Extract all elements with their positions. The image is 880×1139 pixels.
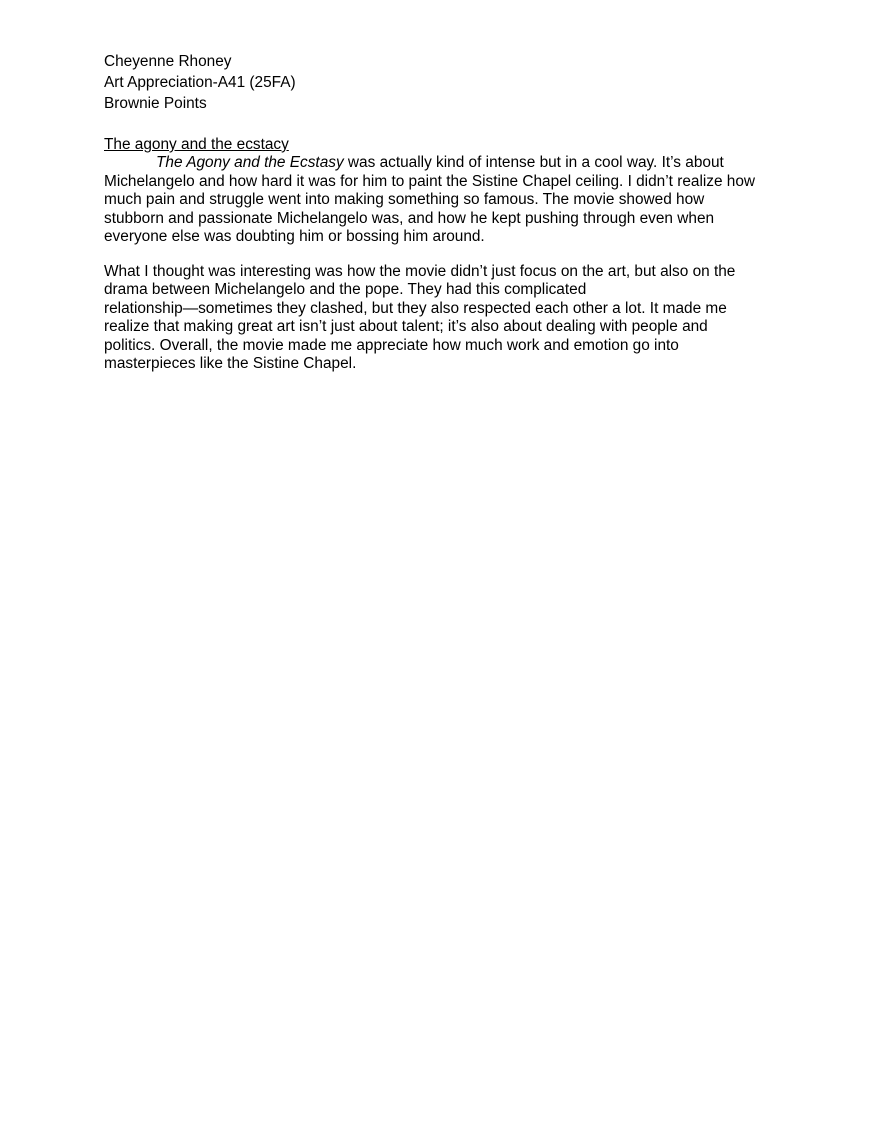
paragraph-1-line-1 — [104, 154, 784, 173]
document-header — [104, 51, 784, 114]
paragraph-2-line-6: masterpieces like the Sistine Chapel. — [104, 355, 357, 372]
author-name: Cheyenne Rhoney — [104, 53, 232, 70]
essay-title: The agony and the ecstacy — [104, 136, 289, 153]
essay-content — [104, 135, 784, 374]
paragraph-2-line-3: relationship—sometimes they clashed, but they also respected each other a lot. It made me — [104, 299, 727, 317]
paragraph-1-line-4: stubborn and passionate Michelangelo was, and how he kept pushing through even when — [104, 209, 715, 227]
paragraph-1-line-2: Michelangelo and how hard it was for him to paint the Sistine Chapel ceiling. I didn’t realize how — [104, 172, 756, 190]
paragraph-spacing — [104, 247, 784, 263]
paragraph-2 — [104, 263, 784, 374]
paragraph-2-line-5: politics. Overall, the movie made me appreciate how much work and emotion go into — [104, 336, 679, 354]
paragraph-2-line-2: drama between Michelangelo and the pope. They had this complicated — [104, 281, 587, 298]
paragraph-2-line-4: realize that making great art isn’t just about talent; it’s also about dealing with people and — [104, 318, 708, 335]
paragraph-1-line-1-text: was actually kind of intense but in a cool way. It’s about — [343, 154, 724, 171]
paragraph-1-line-3: much pain and struggle went into making something so famous. The movie showed how — [104, 191, 705, 208]
paragraph-1 — [104, 154, 784, 247]
paragraph-1-line-5: everyone else was doubting him or bossing him around. — [104, 228, 485, 245]
course-name: Art Appreciation-A41 (25FA) — [104, 74, 296, 91]
assignment-name: Brownie Points — [104, 95, 207, 112]
film-title: The Agony and the Ecstasy — [156, 154, 344, 171]
paragraph-2-line-1: What I thought was interesting was how the movie didn’t just focus on the art, but also on the — [104, 262, 736, 280]
